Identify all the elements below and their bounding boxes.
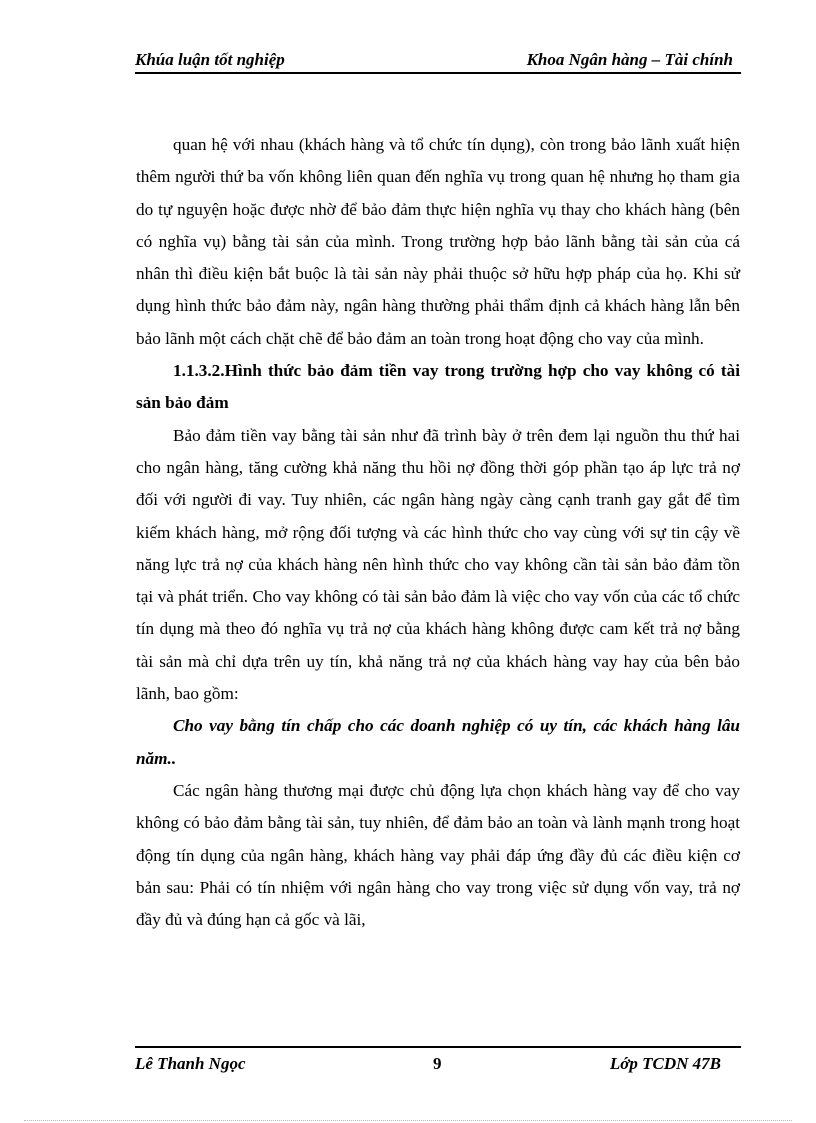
- paragraph-borrower-conditions: Các ngân hàng thương mại được chủ động lựa chọn khách hàng vay để cho vay không có bảo đảm bằng tài sản, tuy nhiên, để đảm bảo an toàn và lành mạnh trong hoạt động tín dụng của ngân hàng, khách hàng vay phải đáp ứng đầy đủ các điều kiện cơ bản sau: Phải có tín nhiệm với ngân hàng cho vay trong việc sử dụng vốn vay, trả nợ đầy đủ và đúng hạn cả gốc và lãi,: [136, 780, 740, 930]
- page-footer: [135, 1052, 741, 1078]
- faculty-name: Khoa Ngân hàng – Tài chính: [526, 50, 733, 69]
- thesis-title: Khúa luận tốt nghiệp: [135, 50, 285, 69]
- class-name: Lớp TCDN 47B: [609, 1054, 721, 1073]
- page-number: 9: [433, 1054, 442, 1073]
- paragraph-guarantee-relationship: quan hệ với nhau (khách hàng và tổ chức tín dụng), còn trong bảo lãnh xuất hiện thêm người thứ ba vốn không liên quan đến nghĩa vụ trong quan hệ nhưng họ tham gia do tự nguyện hoặc được nhờ để bảo đảm thực hiện nghĩa vụ thay cho khách hàng (bên có nghĩa vụ) bằng tài sản của mình. Trong trường hợp bảo lãnh bằng tài sản của cá nhân thì điều kiện bắt buộc là tài sản này phải thuộc sở hữu hợp pháp của họ. Khi sử dụng hình thức bảo đảm này, ngân hàng thường phải thẩm định cả khách hàng lẫn bên bảo lãnh một cách chặt chẽ để bảo đảm an toàn trong hoạt động cho vay của mình.: [136, 135, 740, 348]
- page-body: [136, 129, 740, 936]
- subheading-credit-loans: Cho vay bằng tín chấp cho các doanh nghiệp có uy tín, các khách hàng lâu năm..: [136, 716, 740, 768]
- page-edge-divider: [24, 1120, 792, 1121]
- section-heading-unsecured-lending: 1.1.3.2.Hình thức bảo đảm tiền vay trong trường hợp cho vay không có tài sản bảo đảm: [136, 361, 740, 413]
- paragraph-unsecured-lending: Bảo đảm tiền vay bằng tài sản như đã trình bày ở trên đem lại nguồn thu thứ hai cho ngân hàng, tăng cường khả năng thu hồi nợ đồng thời góp phần tạo áp lực trả nợ đối với người đi vay. Tuy nhiên, các ngân hàng ngày càng cạnh tranh gay gắt để tìm kiếm khách hàng, mở rộng đối tượng và các hình thức cho vay cùng với sự tin cậy về năng lực trả nợ của khách hàng nên hình thức cho vay không cần tài sản bảo đảm tồn tại và phát triển. Cho vay không có tài sản bảo đảm là việc cho vay vốn của các tổ chức tín dụng mà theo đó nghĩa vụ trả nợ của khách hàng không được cam kết trả nợ bằng tài sản mà chỉ dựa trên uy tín, khả năng trả nợ của khách hàng vay hay của bên bảo lãnh, bao gồm:: [136, 425, 740, 704]
- author-name: Lê Thanh Ngọc: [135, 1054, 246, 1073]
- page-header: [135, 48, 741, 74]
- footer-divider: [135, 1046, 741, 1048]
